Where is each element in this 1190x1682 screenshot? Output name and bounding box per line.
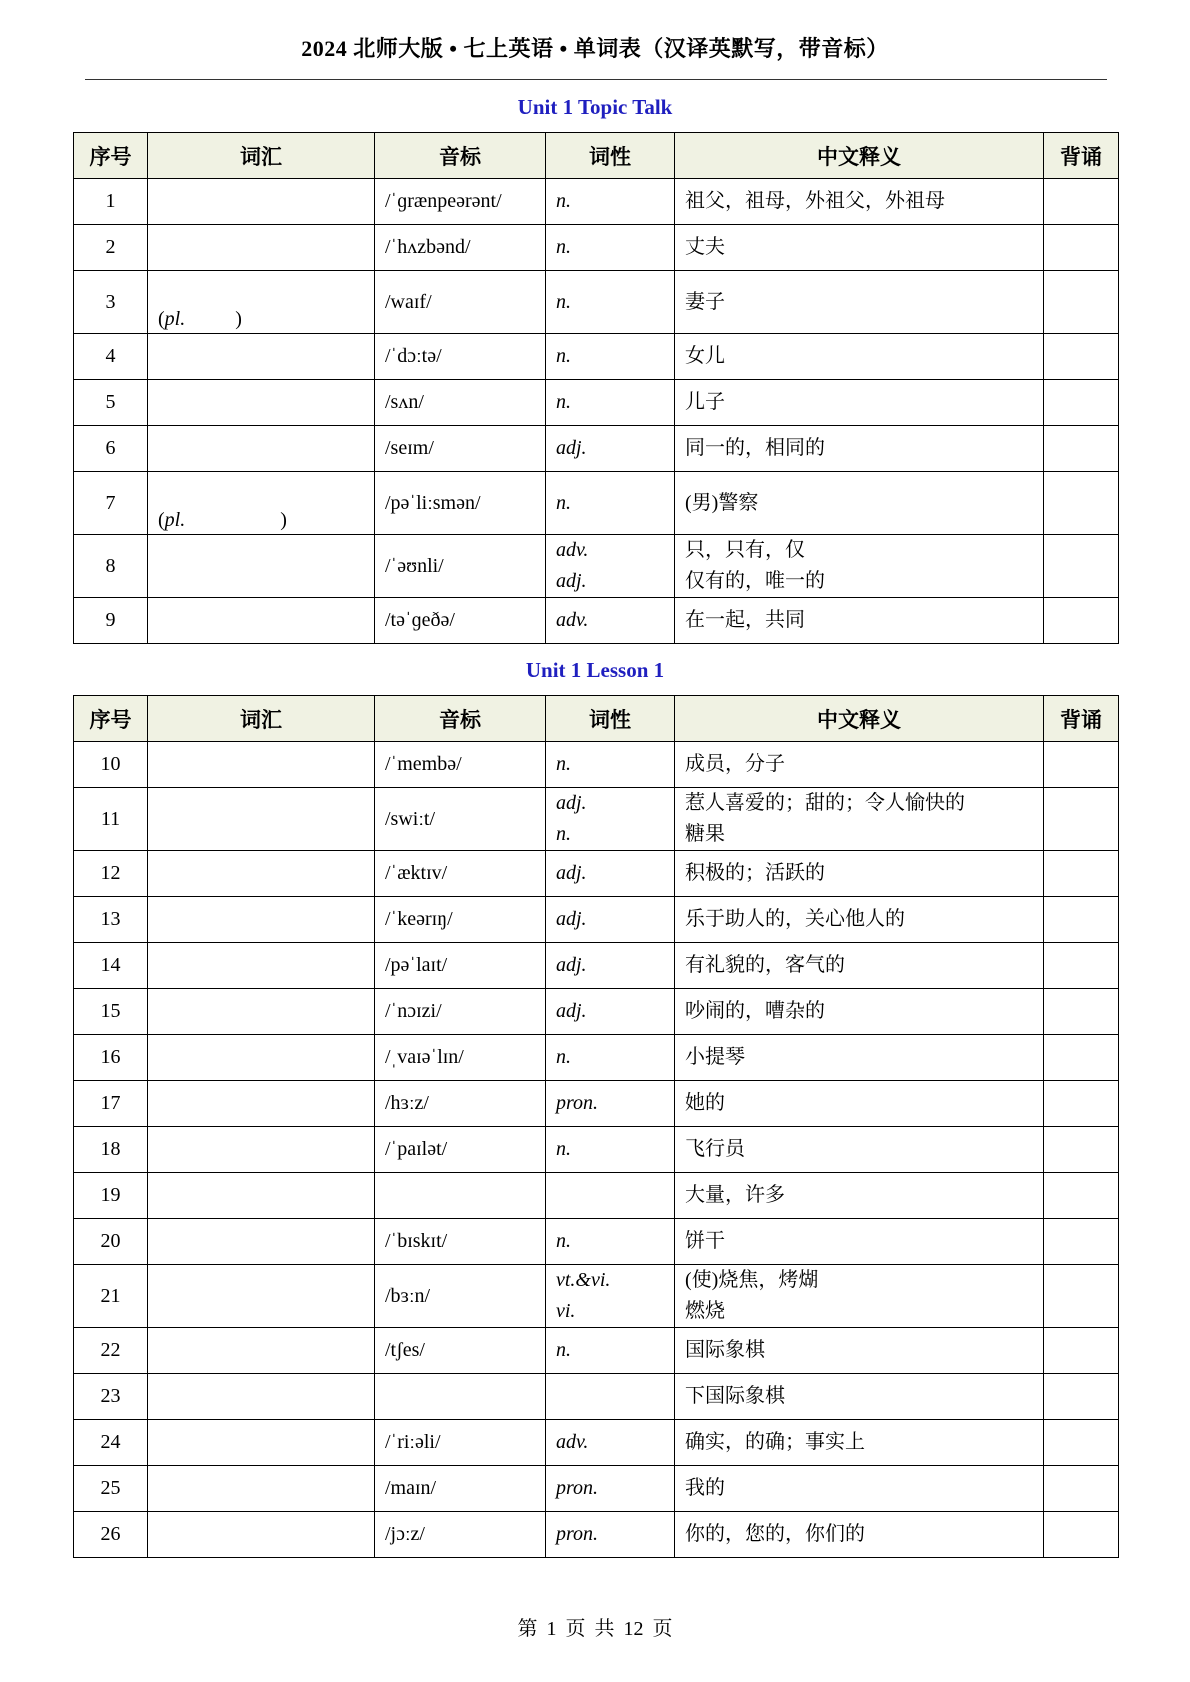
part-of-speech: pron.	[556, 1477, 599, 1499]
meaning-cell	[675, 1512, 1044, 1558]
part-of-speech: pron.	[556, 1092, 599, 1114]
phonetic-cell: /maɪn/	[375, 1466, 546, 1512]
word-answer-cell[interactable]	[148, 1127, 375, 1173]
table-row	[74, 851, 1119, 897]
plural-form-blank[interactable]: (pl. )	[158, 308, 242, 330]
table-row	[74, 742, 1119, 788]
word-answer-cell[interactable]	[148, 943, 375, 989]
part-of-speech-cell	[546, 472, 675, 535]
part-of-speech: n.	[556, 1046, 571, 1068]
meaning-line: (男)警察	[685, 491, 759, 514]
recite-checkbox-cell[interactable]	[1044, 1081, 1119, 1127]
recite-checkbox-cell[interactable]	[1044, 380, 1119, 426]
table-row	[74, 380, 1119, 426]
phonetic-cell: /hɜːz/	[375, 1081, 546, 1127]
header-num: 序号	[74, 696, 148, 742]
header-recite: 背诵	[1044, 696, 1119, 742]
row-number: 22	[74, 1328, 148, 1374]
phonetic-cell	[375, 1374, 546, 1420]
phonetic-cell: /ˈbɪskɪt/	[375, 1219, 546, 1265]
meaning-line: 儿子	[685, 391, 725, 413]
table-row	[74, 1035, 1119, 1081]
row-number: 4	[74, 334, 148, 380]
meaning-line: 下国际象棋	[685, 1385, 785, 1407]
meaning-line: 乐于助人的，关心他人的	[685, 908, 905, 930]
word-answer-cell[interactable]	[148, 1512, 375, 1558]
row-number: 17	[74, 1081, 148, 1127]
row-number: 20	[74, 1219, 148, 1265]
header-word: 词汇	[148, 696, 375, 742]
header-phonetic: 音标	[375, 696, 546, 742]
meaning-cell	[675, 1466, 1044, 1512]
header-phonetic: 音标	[375, 133, 546, 179]
word-answer-cell[interactable]	[148, 426, 375, 472]
row-number: 6	[74, 426, 148, 472]
plural-gap	[185, 308, 235, 330]
recite-checkbox-cell[interactable]	[1044, 334, 1119, 380]
meaning-line: 饼干	[685, 1230, 725, 1252]
part-of-speech: n.	[556, 753, 571, 775]
part-of-speech-cell	[546, 1374, 675, 1420]
phonetic-cell: /ˈmembə/	[375, 742, 546, 788]
phonetic-cell: /ˈriːəli/	[375, 1420, 546, 1466]
part-of-speech-cell	[546, 1219, 675, 1265]
plural-label: pl.	[164, 308, 186, 330]
phonetic-cell: /ˈnɔɪzi/	[375, 989, 546, 1035]
row-number: 7	[74, 472, 148, 535]
meaning-line: 燃烧	[685, 1300, 725, 1322]
table-row	[74, 535, 1119, 598]
part-of-speech-cell	[546, 1173, 675, 1219]
word-answer-cell[interactable]	[148, 598, 375, 644]
meaning-line: 大量，许多	[685, 1184, 785, 1206]
recite-checkbox-cell[interactable]	[1044, 426, 1119, 472]
part-of-speech-cell	[546, 788, 675, 851]
table-row	[74, 989, 1119, 1035]
recite-checkbox-cell[interactable]	[1044, 1219, 1119, 1265]
word-answer-cell[interactable]	[148, 1328, 375, 1374]
meaning-line: 成员，分子	[685, 753, 785, 775]
header-recite: 背诵	[1044, 133, 1119, 179]
table-row	[74, 1374, 1119, 1420]
table-row	[74, 788, 1119, 851]
meaning-line: 确实，的确；事实上	[685, 1431, 865, 1453]
table-row	[74, 1081, 1119, 1127]
recite-checkbox-cell[interactable]	[1044, 598, 1119, 644]
plural-label: pl.	[164, 509, 186, 531]
recite-checkbox-cell[interactable]	[1044, 897, 1119, 943]
part-of-speech: adj.	[556, 1000, 587, 1022]
meaning-line: 糖果	[685, 823, 725, 845]
part-of-speech: adv.	[556, 609, 589, 631]
word-answer-cell[interactable]	[148, 1374, 375, 1420]
meaning-line: 你的，您的，你们的	[685, 1523, 865, 1545]
part-of-speech-cell	[546, 426, 675, 472]
part-of-speech: n.	[556, 823, 571, 845]
part-of-speech-cell	[546, 225, 675, 271]
meaning-cell	[675, 1265, 1044, 1328]
row-number: 15	[74, 989, 148, 1035]
row-number: 5	[74, 380, 148, 426]
meaning-cell	[675, 1420, 1044, 1466]
row-number: 1	[74, 179, 148, 225]
meaning-cell	[675, 742, 1044, 788]
phonetic-cell: /sʌn/	[375, 380, 546, 426]
row-number: 14	[74, 943, 148, 989]
vocab-table-topic-talk	[73, 132, 1119, 644]
recite-checkbox-cell[interactable]	[1044, 989, 1119, 1035]
part-of-speech: n.	[556, 491, 571, 514]
table-row	[74, 1466, 1119, 1512]
table-row	[74, 598, 1119, 644]
phonetic-cell	[375, 1173, 546, 1219]
meaning-cell	[675, 1328, 1044, 1374]
meaning-cell	[675, 1081, 1044, 1127]
part-of-speech: pron.	[556, 1523, 599, 1545]
part-of-speech-cell	[546, 989, 675, 1035]
table-row	[74, 271, 1119, 334]
phonetic-cell: /ˈəʊnli/	[375, 535, 546, 598]
recite-checkbox-cell[interactable]	[1044, 1035, 1119, 1081]
word-answer-cell[interactable]	[148, 1420, 375, 1466]
meaning-cell	[675, 788, 1044, 851]
header-pos: 词性	[546, 133, 675, 179]
word-answer-cell[interactable]	[148, 1265, 375, 1328]
row-number: 13	[74, 897, 148, 943]
section-title-lesson-1: Unit 1 Lesson 1	[525, 658, 665, 682]
word-answer-cell[interactable]	[148, 1081, 375, 1127]
word-answer-cell[interactable]	[148, 1466, 375, 1512]
header-word: 词汇	[148, 133, 375, 179]
meaning-line: 我的	[685, 1477, 725, 1499]
part-of-speech: n.	[556, 190, 571, 212]
phonetic-cell: /ˈpaɪlət/	[375, 1127, 546, 1173]
meaning-cell	[675, 1219, 1044, 1265]
table-row	[74, 1512, 1119, 1558]
part-of-speech-cell	[546, 1512, 675, 1558]
recite-checkbox-cell[interactable]	[1044, 472, 1119, 535]
recite-checkbox-cell[interactable]	[1044, 943, 1119, 989]
meaning-cell	[675, 472, 1044, 535]
row-number: 3	[74, 271, 148, 334]
part-of-speech: n.	[556, 1138, 571, 1160]
part-of-speech: adj.	[556, 570, 587, 592]
meaning-line: 同一的，相同的	[685, 437, 825, 459]
header-pos: 词性	[546, 696, 675, 742]
phonetic-cell: /ˈdɔːtə/	[375, 334, 546, 380]
word-answer-cell[interactable]	[148, 851, 375, 897]
word-answer-cell[interactable]	[148, 535, 375, 598]
table-row	[74, 1420, 1119, 1466]
meaning-line: 小提琴	[685, 1046, 745, 1068]
meaning-line: 丈夫	[685, 236, 725, 258]
section-title-topic-talk: Unit 1 Topic Talk	[517, 95, 673, 119]
page-footer: 第 1 页 共 12 页	[517, 1618, 673, 1640]
word-answer-cell[interactable]	[148, 271, 375, 334]
part-of-speech: vi.	[556, 1300, 576, 1322]
meaning-cell	[675, 598, 1044, 644]
part-of-speech: n.	[556, 1339, 571, 1361]
plural-gap	[185, 509, 280, 531]
part-of-speech: adj.	[556, 954, 587, 976]
phonetic-cell: /təˈɡeðə/	[375, 598, 546, 644]
table-row	[74, 1219, 1119, 1265]
meaning-line: (使)烧焦，烤煳	[685, 1269, 819, 1291]
recite-checkbox-cell[interactable]	[1044, 1127, 1119, 1173]
table-row	[74, 1265, 1119, 1328]
row-number: 18	[74, 1127, 148, 1173]
word-answer-cell[interactable]	[148, 1035, 375, 1081]
meaning-line: 积极的；活跃的	[685, 862, 825, 884]
recite-checkbox-cell[interactable]	[1044, 1173, 1119, 1219]
meaning-cell	[675, 271, 1044, 334]
part-of-speech: vt.&vi.	[556, 1269, 611, 1291]
part-of-speech-cell	[546, 943, 675, 989]
word-answer-cell[interactable]	[148, 897, 375, 943]
part-of-speech: n.	[556, 345, 571, 367]
word-answer-cell[interactable]	[148, 742, 375, 788]
meaning-cell	[675, 1035, 1044, 1081]
table-row	[74, 897, 1119, 943]
table-row	[74, 225, 1119, 271]
row-number: 26	[74, 1512, 148, 1558]
row-number: 9	[74, 598, 148, 644]
part-of-speech-cell	[546, 179, 675, 225]
part-of-speech-cell	[546, 334, 675, 380]
document-title: 2024 北师大版 • 七上英语 • 单词表（汉译英默写，带音标）	[301, 36, 889, 61]
part-of-speech-cell	[546, 271, 675, 334]
row-number: 2	[74, 225, 148, 271]
word-answer-cell[interactable]	[148, 989, 375, 1035]
part-of-speech-cell	[546, 1466, 675, 1512]
recite-checkbox-cell[interactable]	[1044, 1265, 1119, 1328]
part-of-speech-cell	[546, 1035, 675, 1081]
part-of-speech: adv.	[556, 1431, 589, 1453]
row-number: 24	[74, 1420, 148, 1466]
part-of-speech: adj.	[556, 862, 587, 884]
header-num: 序号	[74, 133, 148, 179]
recite-checkbox-cell[interactable]	[1044, 225, 1119, 271]
part-of-speech: adj.	[556, 908, 587, 930]
part-of-speech-cell	[546, 380, 675, 426]
part-of-speech-cell	[546, 1127, 675, 1173]
phonetic-cell: /pəˈlaɪt/	[375, 943, 546, 989]
table-row	[74, 334, 1119, 380]
phonetic-cell: /ˌvaɪəˈlɪn/	[375, 1035, 546, 1081]
table-row	[74, 1127, 1119, 1173]
recite-checkbox-cell[interactable]	[1044, 179, 1119, 225]
meaning-cell	[675, 225, 1044, 271]
row-number: 8	[74, 535, 148, 598]
meaning-line: 祖父，祖母，外祖父，外祖母	[685, 190, 945, 212]
meaning-line: 只，只有，仅	[685, 539, 805, 561]
meaning-cell	[675, 1127, 1044, 1173]
meaning-line: 妻子	[685, 290, 725, 313]
part-of-speech: adv.	[556, 539, 589, 561]
part-of-speech-cell	[546, 851, 675, 897]
row-number: 23	[74, 1374, 148, 1420]
part-of-speech: n.	[556, 391, 571, 413]
part-of-speech-cell	[546, 1328, 675, 1374]
recite-checkbox-cell[interactable]	[1044, 271, 1119, 334]
phonetic-cell: /tʃes/	[375, 1328, 546, 1374]
phonetic-cell: /swiːt/	[375, 788, 546, 851]
table-row	[74, 426, 1119, 472]
recite-checkbox-cell[interactable]	[1044, 535, 1119, 598]
meaning-cell	[675, 334, 1044, 380]
part-of-speech: n.	[556, 236, 571, 258]
vocab-table-lesson-1	[73, 695, 1119, 1558]
word-answer-cell[interactable]	[148, 472, 375, 535]
row-number: 19	[74, 1173, 148, 1219]
phonetic-cell: /bɜːn/	[375, 1265, 546, 1328]
phonetic-cell: /pəˈliːsmən/	[375, 472, 546, 535]
meaning-cell	[675, 1173, 1044, 1219]
recite-checkbox-cell[interactable]	[1044, 1328, 1119, 1374]
recite-checkbox-cell[interactable]	[1044, 742, 1119, 788]
meaning-cell	[675, 989, 1044, 1035]
table-row	[74, 943, 1119, 989]
word-answer-cell[interactable]	[148, 179, 375, 225]
row-number: 12	[74, 851, 148, 897]
phonetic-cell: /waɪf/	[375, 271, 546, 334]
part-of-speech-cell	[546, 1265, 675, 1328]
word-answer-cell[interactable]	[148, 1219, 375, 1265]
part-of-speech-cell	[546, 897, 675, 943]
recite-checkbox-cell[interactable]	[1044, 851, 1119, 897]
part-of-speech: adj.	[556, 437, 587, 459]
recite-checkbox-cell[interactable]	[1044, 788, 1119, 851]
meaning-line: 她的	[685, 1092, 725, 1114]
recite-checkbox-cell[interactable]	[1044, 1420, 1119, 1466]
row-number: 21	[74, 1265, 148, 1328]
phonetic-cell: /ˈɡrænpeərənt/	[375, 179, 546, 225]
meaning-cell	[675, 426, 1044, 472]
part-of-speech: n.	[556, 290, 571, 313]
recite-checkbox-cell[interactable]	[1044, 1466, 1119, 1512]
meaning-cell	[675, 897, 1044, 943]
meaning-line: 吵闹的，嘈杂的	[685, 1000, 825, 1022]
meaning-cell	[675, 1374, 1044, 1420]
header-meaning: 中文释义	[675, 133, 1044, 179]
meaning-line: 在一起，共同	[685, 609, 805, 631]
meaning-cell	[675, 851, 1044, 897]
word-answer-cell[interactable]	[148, 225, 375, 271]
meaning-line: 惹人喜爱的；甜的；令人愉快的	[685, 792, 965, 814]
plural-form-blank[interactable]: (pl. )	[158, 509, 287, 531]
row-number: 11	[74, 788, 148, 851]
part-of-speech-cell	[546, 742, 675, 788]
part-of-speech-cell	[546, 598, 675, 644]
table-row	[74, 1328, 1119, 1374]
part-of-speech-cell	[546, 1420, 675, 1466]
row-number: 10	[74, 742, 148, 788]
word-answer-cell[interactable]	[148, 788, 375, 851]
word-answer-cell[interactable]	[148, 1173, 375, 1219]
part-of-speech: n.	[556, 1230, 571, 1252]
part-of-speech-cell	[546, 535, 675, 598]
phonetic-cell: /ˈhʌzbənd/	[375, 225, 546, 271]
meaning-cell	[675, 179, 1044, 225]
word-answer-cell[interactable]	[148, 380, 375, 426]
meaning-line: 国际象棋	[685, 1339, 765, 1361]
recite-checkbox-cell[interactable]	[1044, 1374, 1119, 1420]
phonetic-cell: /jɔːz/	[375, 1512, 546, 1558]
meaning-cell	[675, 535, 1044, 598]
meaning-line: 有礼貌的，客气的	[685, 954, 845, 976]
phonetic-cell: /ˈæktɪv/	[375, 851, 546, 897]
phonetic-cell: /seɪm/	[375, 426, 546, 472]
part-of-speech-cell	[546, 1081, 675, 1127]
table-row	[74, 1173, 1119, 1219]
meaning-cell	[675, 380, 1044, 426]
word-answer-cell[interactable]	[148, 334, 375, 380]
title-divider	[85, 79, 1107, 80]
recite-checkbox-cell[interactable]	[1044, 1512, 1119, 1558]
phonetic-cell: /ˈkeərɪŋ/	[375, 897, 546, 943]
part-of-speech: adj.	[556, 792, 587, 814]
meaning-line: 女儿	[685, 345, 725, 367]
table-row	[74, 179, 1119, 225]
meaning-line: 仅有的，唯一的	[685, 570, 825, 592]
header-meaning: 中文释义	[675, 696, 1044, 742]
row-number: 16	[74, 1035, 148, 1081]
table-row	[74, 472, 1119, 535]
meaning-line: 飞行员	[685, 1138, 745, 1160]
row-number: 25	[74, 1466, 148, 1512]
meaning-cell	[675, 943, 1044, 989]
